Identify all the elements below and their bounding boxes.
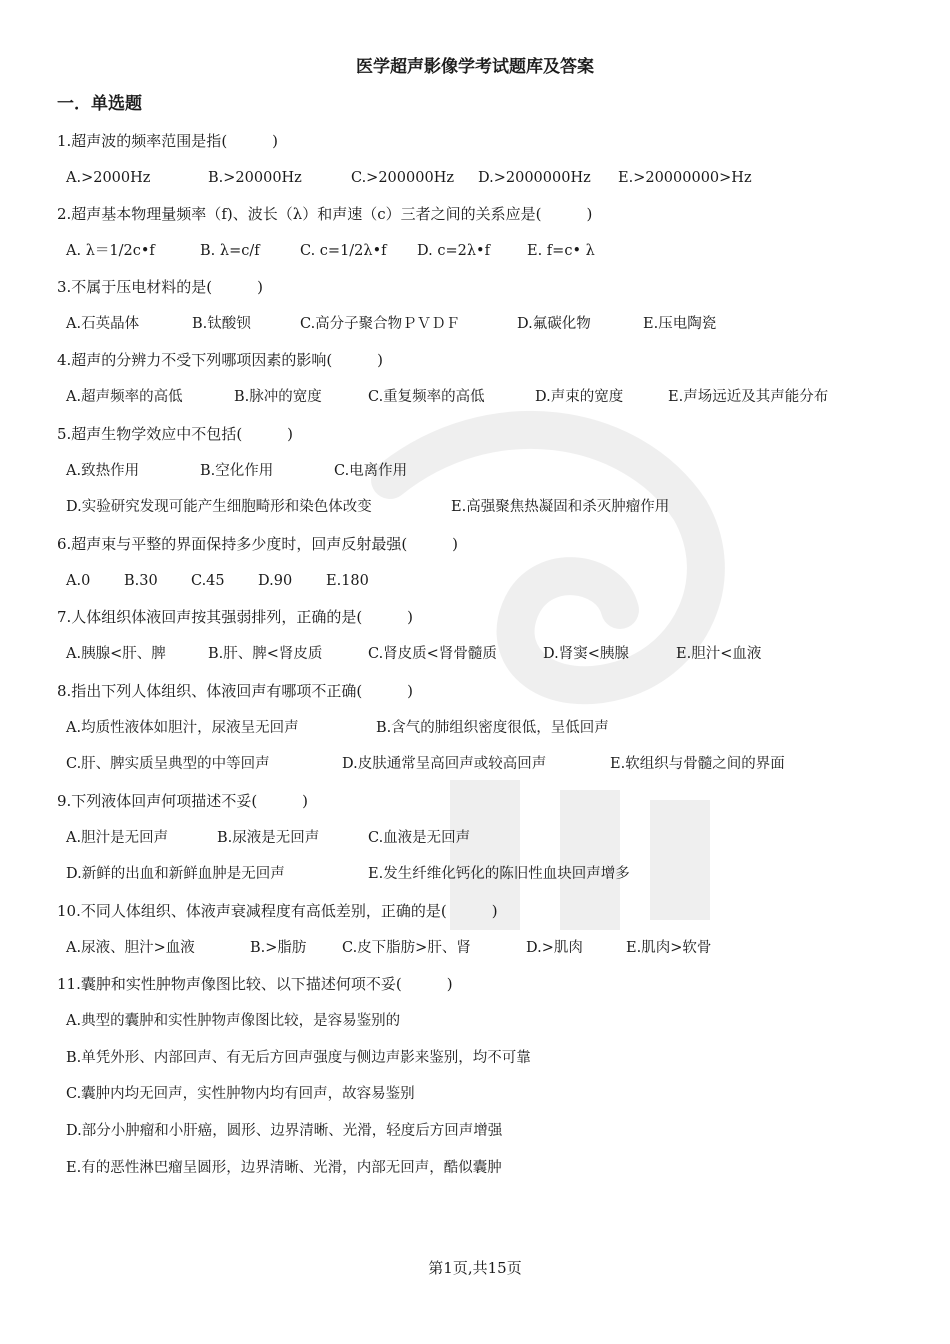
- option-c: C.重复频率的高低: [368, 389, 485, 405]
- option-e: E.发生纤维化钙化的陈旧性血块回声增多: [368, 866, 630, 882]
- question-text: 10.不同人体组织、体液声衰减程度有高低差别，正确的是( ): [57, 902, 498, 920]
- option-b: B.单凭外形、内部回声、有无后方回声强度与侧边声影来鉴别，均不可靠: [66, 1050, 531, 1066]
- option-e: E.肌肉>软骨: [626, 940, 712, 956]
- option-d: D. c=2λ•f: [417, 243, 490, 259]
- option-b: B.>脂肪: [250, 940, 307, 956]
- option-e: E.180: [326, 573, 369, 589]
- option-d: D.新鲜的出血和新鲜血肿是无回声: [66, 866, 285, 882]
- question-text: 8.指出下列人体组织、体液回声有哪项不正确( ): [57, 682, 414, 700]
- option-c: C.高分子聚合物ＰＶＤＦ: [300, 316, 461, 332]
- option-a: A.0: [66, 573, 91, 589]
- option-c: C.皮下脂肪>肝、肾: [342, 940, 471, 956]
- option-c: C.>200000Hz: [351, 170, 454, 186]
- option-b: B.钛酸钡: [192, 316, 251, 332]
- question-text: 6.超声束与平整的界面保持多少度时，回声反射最强( ): [57, 535, 459, 553]
- option-c: C.45: [191, 573, 225, 589]
- option-e: E. f=c• λ: [527, 243, 595, 259]
- option-c: C.肾皮质<肾骨髓质: [368, 646, 497, 662]
- option-e: E.压电陶瓷: [643, 316, 717, 332]
- question-text: 9.下列液体回声何项描述不妥( ): [57, 792, 309, 810]
- option-a: A.尿液、胆汁>血液: [66, 940, 195, 956]
- option-a: A.胰腺<肝、脾: [66, 646, 166, 662]
- option-d: D.皮肤通常呈高回声或较高回声: [342, 756, 547, 772]
- option-e: E.高强聚焦热凝固和杀灭肿瘤作用: [451, 499, 670, 515]
- question-text: 7.人体组织体液回声按其强弱排列，正确的是( ): [57, 608, 414, 626]
- option-d: D.>2000000Hz: [478, 170, 591, 186]
- option-a: A.致热作用: [66, 463, 140, 479]
- option-c: C.电离作用: [334, 463, 408, 479]
- option-b: B.空化作用: [200, 463, 274, 479]
- option-d: D.肾窦<胰腺: [543, 646, 629, 662]
- question-text: 1.超声波的频率范围是指( ): [57, 132, 279, 150]
- option-a: A.典型的囊肿和实性肿物声像图比较，是容易鉴别的: [66, 1013, 401, 1029]
- option-a: A. λ＝1/2c•f: [66, 243, 155, 259]
- question-text: 11.囊肿和实性肿物声像图比较、以下描述何项不妥( ): [57, 975, 453, 993]
- option-d: D.90: [258, 573, 293, 589]
- option-c: C.囊肿内均无回声，实性肿物内均有回声，故容易鉴别: [66, 1086, 415, 1102]
- option-c: C.肝、脾实质呈典型的中等回声: [66, 756, 270, 772]
- option-e: E.有的恶性淋巴瘤呈圆形，边界清晰、光滑，内部无回声，酷似囊肿: [66, 1160, 502, 1176]
- option-a: A.超声频率的高低: [66, 389, 183, 405]
- option-b: B.肝、脾<肾皮质: [208, 646, 323, 662]
- option-b: B.尿液是无回声: [217, 830, 320, 846]
- option-b: B.含气的肺组织密度很低，呈低回声: [376, 720, 609, 736]
- option-d: D.>肌肉: [526, 940, 583, 956]
- option-e: E.胆汁<血液: [676, 646, 762, 662]
- option-b: B.脉冲的宽度: [234, 389, 322, 405]
- question-text: 3.不属于压电材料的是( ): [57, 278, 264, 296]
- option-a: A.>2000Hz: [66, 170, 151, 186]
- option-a: A.均质性液体如胆汁，尿液呈无回声: [66, 720, 299, 736]
- option-a: A.石英晶体: [66, 316, 140, 332]
- question-text: 4.超声的分辨力不受下列哪项因素的影响( ): [57, 351, 384, 369]
- option-b: B.>20000Hz: [208, 170, 302, 186]
- option-d: D.实验研究发现可能产生细胞畸形和染色体改变: [66, 499, 372, 515]
- option-a: A.胆汁是无回声: [66, 830, 169, 846]
- option-d: D.部分小肿瘤和小肝癌，圆形、边界清晰、光滑，轻度后方回声增强: [66, 1123, 503, 1139]
- option-e: E.软组织与骨髓之间的界面: [610, 756, 785, 772]
- option-b: B.30: [124, 573, 158, 589]
- page-title: 医学超声影像学考试题库及答案: [356, 57, 594, 77]
- option-e: E.声场远近及其声能分布: [668, 389, 829, 405]
- option-b: B. λ=c/f: [200, 243, 260, 259]
- option-d: D.氟碳化物: [517, 316, 591, 332]
- question-text: 2.超声基本物理量频率（f)、波长（λ）和声速（c）三者之间的关系应是( ): [57, 205, 593, 223]
- section-heading: 一．单选题: [57, 94, 142, 114]
- option-c: C. c=1/2λ•f: [300, 243, 387, 259]
- option-d: D.声束的宽度: [535, 389, 624, 405]
- watermark-logo-icon: [330, 360, 750, 980]
- option-e: E.>20000000>Hz: [618, 170, 752, 186]
- page-footer: 第1页,共15页: [428, 1259, 522, 1277]
- question-text: 5.超声生物学效应中不包括( ): [57, 425, 294, 443]
- option-c: C.血液是无回声: [368, 830, 471, 846]
